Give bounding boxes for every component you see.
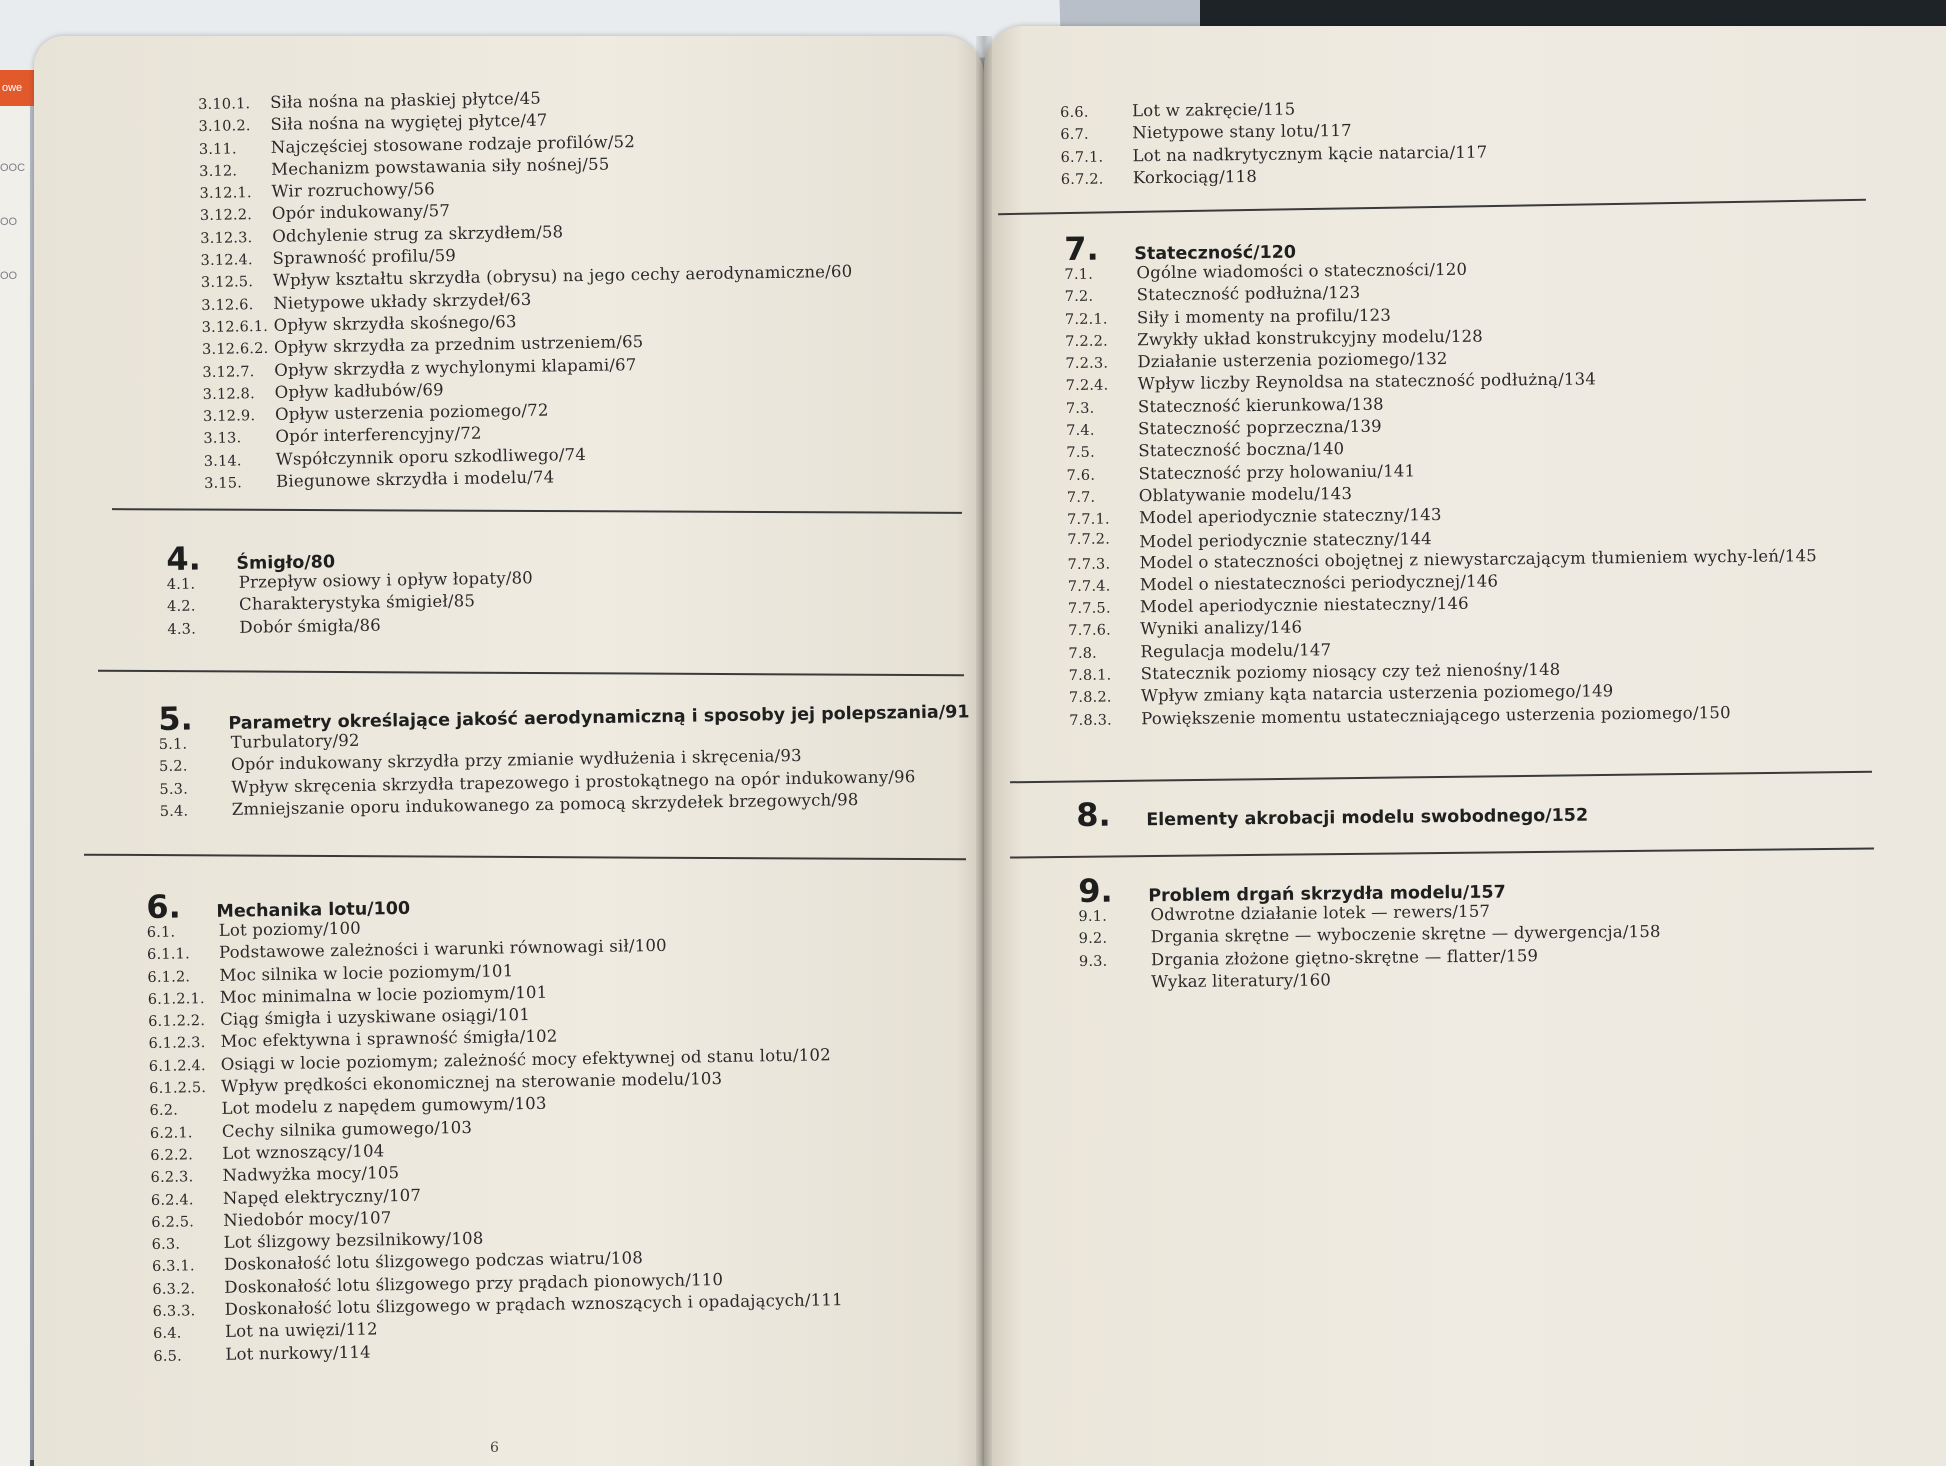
chapter-number: 4. xyxy=(166,539,202,578)
entry-title: Moc efektywna i sprawność śmigła/102 xyxy=(220,1027,558,1052)
entry-number: 6.2.4. xyxy=(150,1191,194,1209)
entry-number: 3.12.2. xyxy=(199,207,253,225)
entry-title: Stateczność przy holowaniu/141 xyxy=(1138,461,1416,483)
entry-number: 3.12.4. xyxy=(200,252,253,270)
entry-number: 7.8. xyxy=(1068,645,1098,662)
entry-number: 7.4. xyxy=(1066,422,1095,440)
entry-number: 6.2.5. xyxy=(151,1214,195,1231)
chapter-title: Stateczność/120 xyxy=(1134,242,1297,265)
entry-number: 6.6. xyxy=(1060,104,1089,121)
entry-title: Wir rozruchowy/56 xyxy=(271,179,435,202)
chapter-title: Mechanika lotu/100 xyxy=(216,898,411,922)
entry-title: Opór interferencyjny/72 xyxy=(275,424,482,447)
entry-title: Opływ kadłubów/69 xyxy=(274,380,444,402)
entry-number: 6.1.2.3. xyxy=(148,1035,206,1053)
entry-title: Model aperiodycznie stateczny/143 xyxy=(1138,505,1442,528)
entry-number: 3.12.1. xyxy=(199,185,252,203)
entry-number: 6.5. xyxy=(153,1348,183,1365)
entry-number: 3.12.3. xyxy=(200,229,253,247)
entry-title: Model o stateczności obojętnej z niewystarczającym tłumieniem wychy-leń/145 xyxy=(1139,545,1818,572)
entry-number: 7.7.5. xyxy=(1067,600,1111,618)
strip-label: OO xyxy=(0,270,18,282)
entry-title: Ogólne wiadomości o stateczności/120 xyxy=(1136,259,1468,283)
entry-number: 7.2.3. xyxy=(1065,355,1109,373)
entry-number: 5.4. xyxy=(159,803,189,820)
entry-number: 9.3. xyxy=(1078,953,1108,970)
entry-number: 3.12.6.2. xyxy=(201,341,269,359)
entry-title: Opływ skrzydła za przednim ustrzeniem/65 xyxy=(273,332,644,358)
entry-number: 7.8.3. xyxy=(1069,712,1112,729)
entry-number: 5.3. xyxy=(159,781,189,798)
entry-title: Lot modelu z napędem gumowym/103 xyxy=(221,1094,547,1119)
entry-number: 7.1. xyxy=(1064,266,1094,283)
entry-title: Biegunowe skrzydła i modelu/74 xyxy=(275,467,555,491)
entry-title: Niedobór mocy/107 xyxy=(223,1208,392,1230)
strip-label: OO xyxy=(0,216,18,228)
entry-number: 3.12.7. xyxy=(202,363,255,381)
toc-chapter-7 xyxy=(1064,218,1831,732)
entry-number: 7.5. xyxy=(1066,445,1095,462)
entry-number: 6.1.2.2. xyxy=(148,1013,206,1031)
entry-number: 7.2.1. xyxy=(1064,311,1108,328)
entry-number: 3.12.5. xyxy=(200,274,254,292)
entry-number: 5.1. xyxy=(158,736,188,753)
entry-title: Zmniejszanie oporu indukowanego za pomocą skrzydełek brzegowych/98 xyxy=(231,789,859,819)
entry-title: Osiągi w locie poziomym; zależność mocy efektywnej od stanu lotu/102 xyxy=(220,1045,831,1074)
entry-title: Napęd elektryczny/107 xyxy=(222,1185,422,1208)
entry-number: 7.8.1. xyxy=(1068,667,1112,685)
entry-title: Drgania złożone giętno-skrętne — flatter/159 xyxy=(1150,945,1539,969)
toc-chapter-9 xyxy=(1078,862,1661,995)
entry-title: Lot ślizgowy bezsilnikowy/108 xyxy=(223,1228,484,1252)
orange-tab: owe xyxy=(0,70,44,106)
entry-number: 4.2. xyxy=(166,598,196,616)
entry-number: 6.3.3. xyxy=(152,1303,196,1320)
entry-title: Lot na nadkrytycznym kącie natarcia/117 xyxy=(1132,142,1488,165)
entry-number: 3.15. xyxy=(204,475,243,492)
entry-number: 6.7. xyxy=(1060,126,1089,144)
page-number: 6 xyxy=(490,1440,499,1456)
entry-number: 6.1.1. xyxy=(146,946,190,964)
chapter-title: Parametry określające jakość aerodynamiczną i sposoby jej polepszania/91 xyxy=(228,702,970,734)
entry-title: Opór indukowany skrzydła przy zmianie wydłużenia i skręcenia/93 xyxy=(230,746,802,775)
entry-title: Opór indukowany/57 xyxy=(271,201,451,224)
entry-number: 6.1.2.4. xyxy=(148,1057,206,1075)
entry-number: 7.7.2. xyxy=(1067,531,1111,548)
entry-title: Moc minimalna w locie poziomym/101 xyxy=(219,982,548,1007)
entry-title: Opływ skrzydła z wychylonymi klapami/67 xyxy=(274,354,637,380)
entry-title: Dobór śmigła/86 xyxy=(239,615,382,637)
entry-number: 9.2. xyxy=(1078,930,1108,948)
entry-number: 3.12.6.1. xyxy=(201,318,269,336)
entry-number: 7.8.2. xyxy=(1068,689,1112,707)
entry-title: Nietypowe stany lotu/117 xyxy=(1132,121,1352,143)
entry-title: Siła nośna na wygiętej płytce/47 xyxy=(270,110,548,135)
chapter-number: 8. xyxy=(1076,795,1111,834)
toc-chapter-5 xyxy=(158,683,971,823)
entry-number: 6.1.2. xyxy=(147,968,191,986)
entry-number xyxy=(1079,987,1151,988)
entry-number: 6.4. xyxy=(152,1325,182,1343)
entry-number: 3.12.9. xyxy=(202,408,256,426)
entry-number: 3.12. xyxy=(199,163,238,180)
entry-title: Charakterystyka śmigieł/85 xyxy=(238,591,476,615)
entry-title: Wpływ liczby Reynoldsa na stateczność podłużną/134 xyxy=(1137,369,1597,394)
entry-title: Korkociąg/118 xyxy=(1132,166,1258,188)
entry-number: 7.6. xyxy=(1066,467,1096,484)
entry-number: 3.14. xyxy=(203,453,242,470)
entry-number: 6.3.2. xyxy=(152,1281,196,1298)
entry-title: Doskonałość lotu ślizgowego przy prądach pionowych/110 xyxy=(224,1269,724,1297)
entry-number: 3.12.8. xyxy=(202,386,255,403)
entry-number: 3.11. xyxy=(198,140,237,158)
entry-title: Wpływ kształtu skrzydła (obrysu) na jego cechy aerodynamiczne/60 xyxy=(272,262,853,291)
entry-title: Lot w zakręcie/115 xyxy=(1131,99,1296,121)
entry-number: 6.1.2.1. xyxy=(147,990,205,1008)
entry-title: Lot nurkowy/114 xyxy=(225,1342,371,1364)
entry-number: 3.13. xyxy=(203,430,242,448)
entry-title: Nadwyżka mocy/105 xyxy=(222,1163,400,1186)
chapter-title: Problem drgań skrzydła modelu/157 xyxy=(1148,882,1506,907)
book-gutter xyxy=(976,36,992,1466)
entry-number: 3.12.6. xyxy=(201,296,254,314)
strip-label: OOC xyxy=(0,162,26,174)
entry-title: Działanie usterzenia poziomego/132 xyxy=(1137,349,1448,372)
toc-section-3-continued xyxy=(198,84,856,496)
entry-number: 6.7.1. xyxy=(1060,149,1104,166)
entry-number: 6.2. xyxy=(149,1102,179,1120)
entry-title: Wpływ skręcenia skrzydła trapezowego i prostokątnego na opór indukowany/96 xyxy=(231,766,916,797)
entry-title: Lot poziomy/100 xyxy=(218,918,362,940)
entry-title: Lot na uwięzi/112 xyxy=(224,1319,378,1342)
entry-title: Zwykły układ konstrukcyjny modelu/128 xyxy=(1137,326,1484,350)
entry-title: Ciąg śmigła i uzyskiwane osiągi/101 xyxy=(219,1005,531,1030)
entry-title: Siła nośna na płaskiej płytce/45 xyxy=(269,88,542,112)
entry-number: 7.2.4. xyxy=(1065,378,1109,395)
entry-number: 7.7.6. xyxy=(1068,622,1112,640)
toc-chapter-6-continued xyxy=(1060,98,1488,192)
entry-title: Sprawność profilu/59 xyxy=(272,246,457,268)
entry-number: 6.3.1. xyxy=(151,1258,195,1276)
side-sheet xyxy=(0,106,30,1466)
entry-title: Nietypowe układy skrzydeł/63 xyxy=(273,289,532,313)
chapter-title: Śmigło/80 xyxy=(236,552,336,574)
chapter-number: 5. xyxy=(158,699,194,738)
toc-chapter-6 xyxy=(146,873,844,1368)
entry-number: 3.10.2. xyxy=(198,118,251,136)
entry-title: Model aperiodycznie niestateczny/146 xyxy=(1139,593,1469,617)
entry-number: 4.1. xyxy=(166,576,196,593)
toc-chapter-8 xyxy=(1076,787,1589,834)
entry-title: Odwrotne działanie lotek — rewers/157 xyxy=(1150,901,1491,925)
entry-title: Wpływ prędkości ekonomicznej na sterowanie modelu/103 xyxy=(221,1069,723,1096)
entry-number: 6.3. xyxy=(151,1236,181,1254)
entry-number: 7.7.4. xyxy=(1067,578,1111,595)
entry-number: 6.2.2. xyxy=(150,1147,194,1164)
entry-number: 6.1. xyxy=(146,924,176,941)
entry-title: Wpływ zmiany kąta natarcia usterzenia poziomego/149 xyxy=(1140,681,1614,706)
entry-title: Turbulatory/92 xyxy=(230,730,360,752)
entry-number: 7.7.3. xyxy=(1067,556,1111,573)
entry-title: Stateczność poprzeczna/139 xyxy=(1138,416,1382,439)
entry-title: Opływ usterzenia poziomego/72 xyxy=(274,400,549,424)
entry-title: Stateczność boczna/140 xyxy=(1138,439,1345,461)
chapter-number: 9. xyxy=(1078,871,1113,910)
entry-number: 3.10.1. xyxy=(198,96,251,113)
entry-title: Odchylenie strug za skrzydłem/58 xyxy=(272,222,564,246)
entry-number: 6.7.2. xyxy=(1060,171,1104,188)
entry-title: Stateczność podłużna/123 xyxy=(1136,283,1361,305)
entry-title: Oblatywanie modelu/143 xyxy=(1138,483,1353,506)
chapter-heading xyxy=(166,534,533,578)
entry-number: 5.2. xyxy=(158,758,188,776)
entry-title: Najczęściej stosowane rodzaje profilów/52 xyxy=(270,131,636,157)
entry-number: 6.2.3. xyxy=(150,1169,194,1187)
entry-title: Lot wznoszący/104 xyxy=(222,1141,385,1163)
entry-title: Mechanizm powstawania siły nośnej/55 xyxy=(271,154,610,179)
entry-title: Drgania skrętne — wyboczenie skrętne — dywergencja/158 xyxy=(1150,922,1661,947)
entry-title: Moc silnika w locie poziomym/101 xyxy=(219,960,514,985)
entry-title: Powiększenie momentu ustateczniającego usterzenia poziomego/150 xyxy=(1141,702,1731,728)
entry-title: Statecznik poziomy niosący czy też nienośny/148 xyxy=(1140,659,1561,684)
entry-title: Doskonałość lotu ślizgowego w prądach wznoszących i opadających/111 xyxy=(224,1290,843,1319)
entry-title: Regulacja modelu/147 xyxy=(1140,639,1332,661)
entry-number: 7.7.1. xyxy=(1066,511,1110,529)
entry-number: 7.2.2. xyxy=(1065,333,1109,350)
entry-title: Cechy silnika gumowego/103 xyxy=(221,1117,473,1141)
entry-title: Współczynnik oporu szkodliwego/74 xyxy=(275,444,587,469)
chapter-number: 7. xyxy=(1064,229,1099,268)
entry-number: 4.3. xyxy=(167,621,197,638)
entry-title: Podstawowe zależności i warunki równowagi sił/100 xyxy=(218,936,667,963)
entry-title: Model periodycznie stateczny/144 xyxy=(1139,528,1432,551)
entry-title: Opływ skrzydła skośnego/63 xyxy=(273,311,517,335)
entry-number: 7.2. xyxy=(1064,288,1094,306)
entry-title: Model o niestateczności periodycznej/146 xyxy=(1139,571,1499,595)
entry-title: Przepływ osiowy i opływ łopaty/80 xyxy=(238,568,534,592)
chapter-heading xyxy=(1076,791,1589,834)
chapter-title: Elementy akrobacji modelu swobodnego/152 xyxy=(1146,805,1589,831)
chapter-number: 6. xyxy=(146,887,182,926)
entry-number: 9.1. xyxy=(1078,908,1108,925)
entry-number: 6.1.2.5. xyxy=(149,1080,207,1098)
entry-number: 7.7. xyxy=(1066,489,1096,506)
entry-title: Wyniki analizy/146 xyxy=(1140,617,1303,639)
entry-title: Stateczność kierunkowa/138 xyxy=(1137,394,1384,417)
entry-title: Wykaz literatury/160 xyxy=(1151,970,1332,992)
entry-number: 7.3. xyxy=(1065,400,1095,417)
entry-title: Siły i momenty na profilu/123 xyxy=(1136,305,1392,327)
toc-chapter-4 xyxy=(166,530,534,641)
entry-title: Doskonałość lotu ślizgowego podczas wiatru/108 xyxy=(223,1248,644,1275)
toc-entry xyxy=(1061,164,1488,191)
entry-number: 6.2.1. xyxy=(149,1124,193,1142)
